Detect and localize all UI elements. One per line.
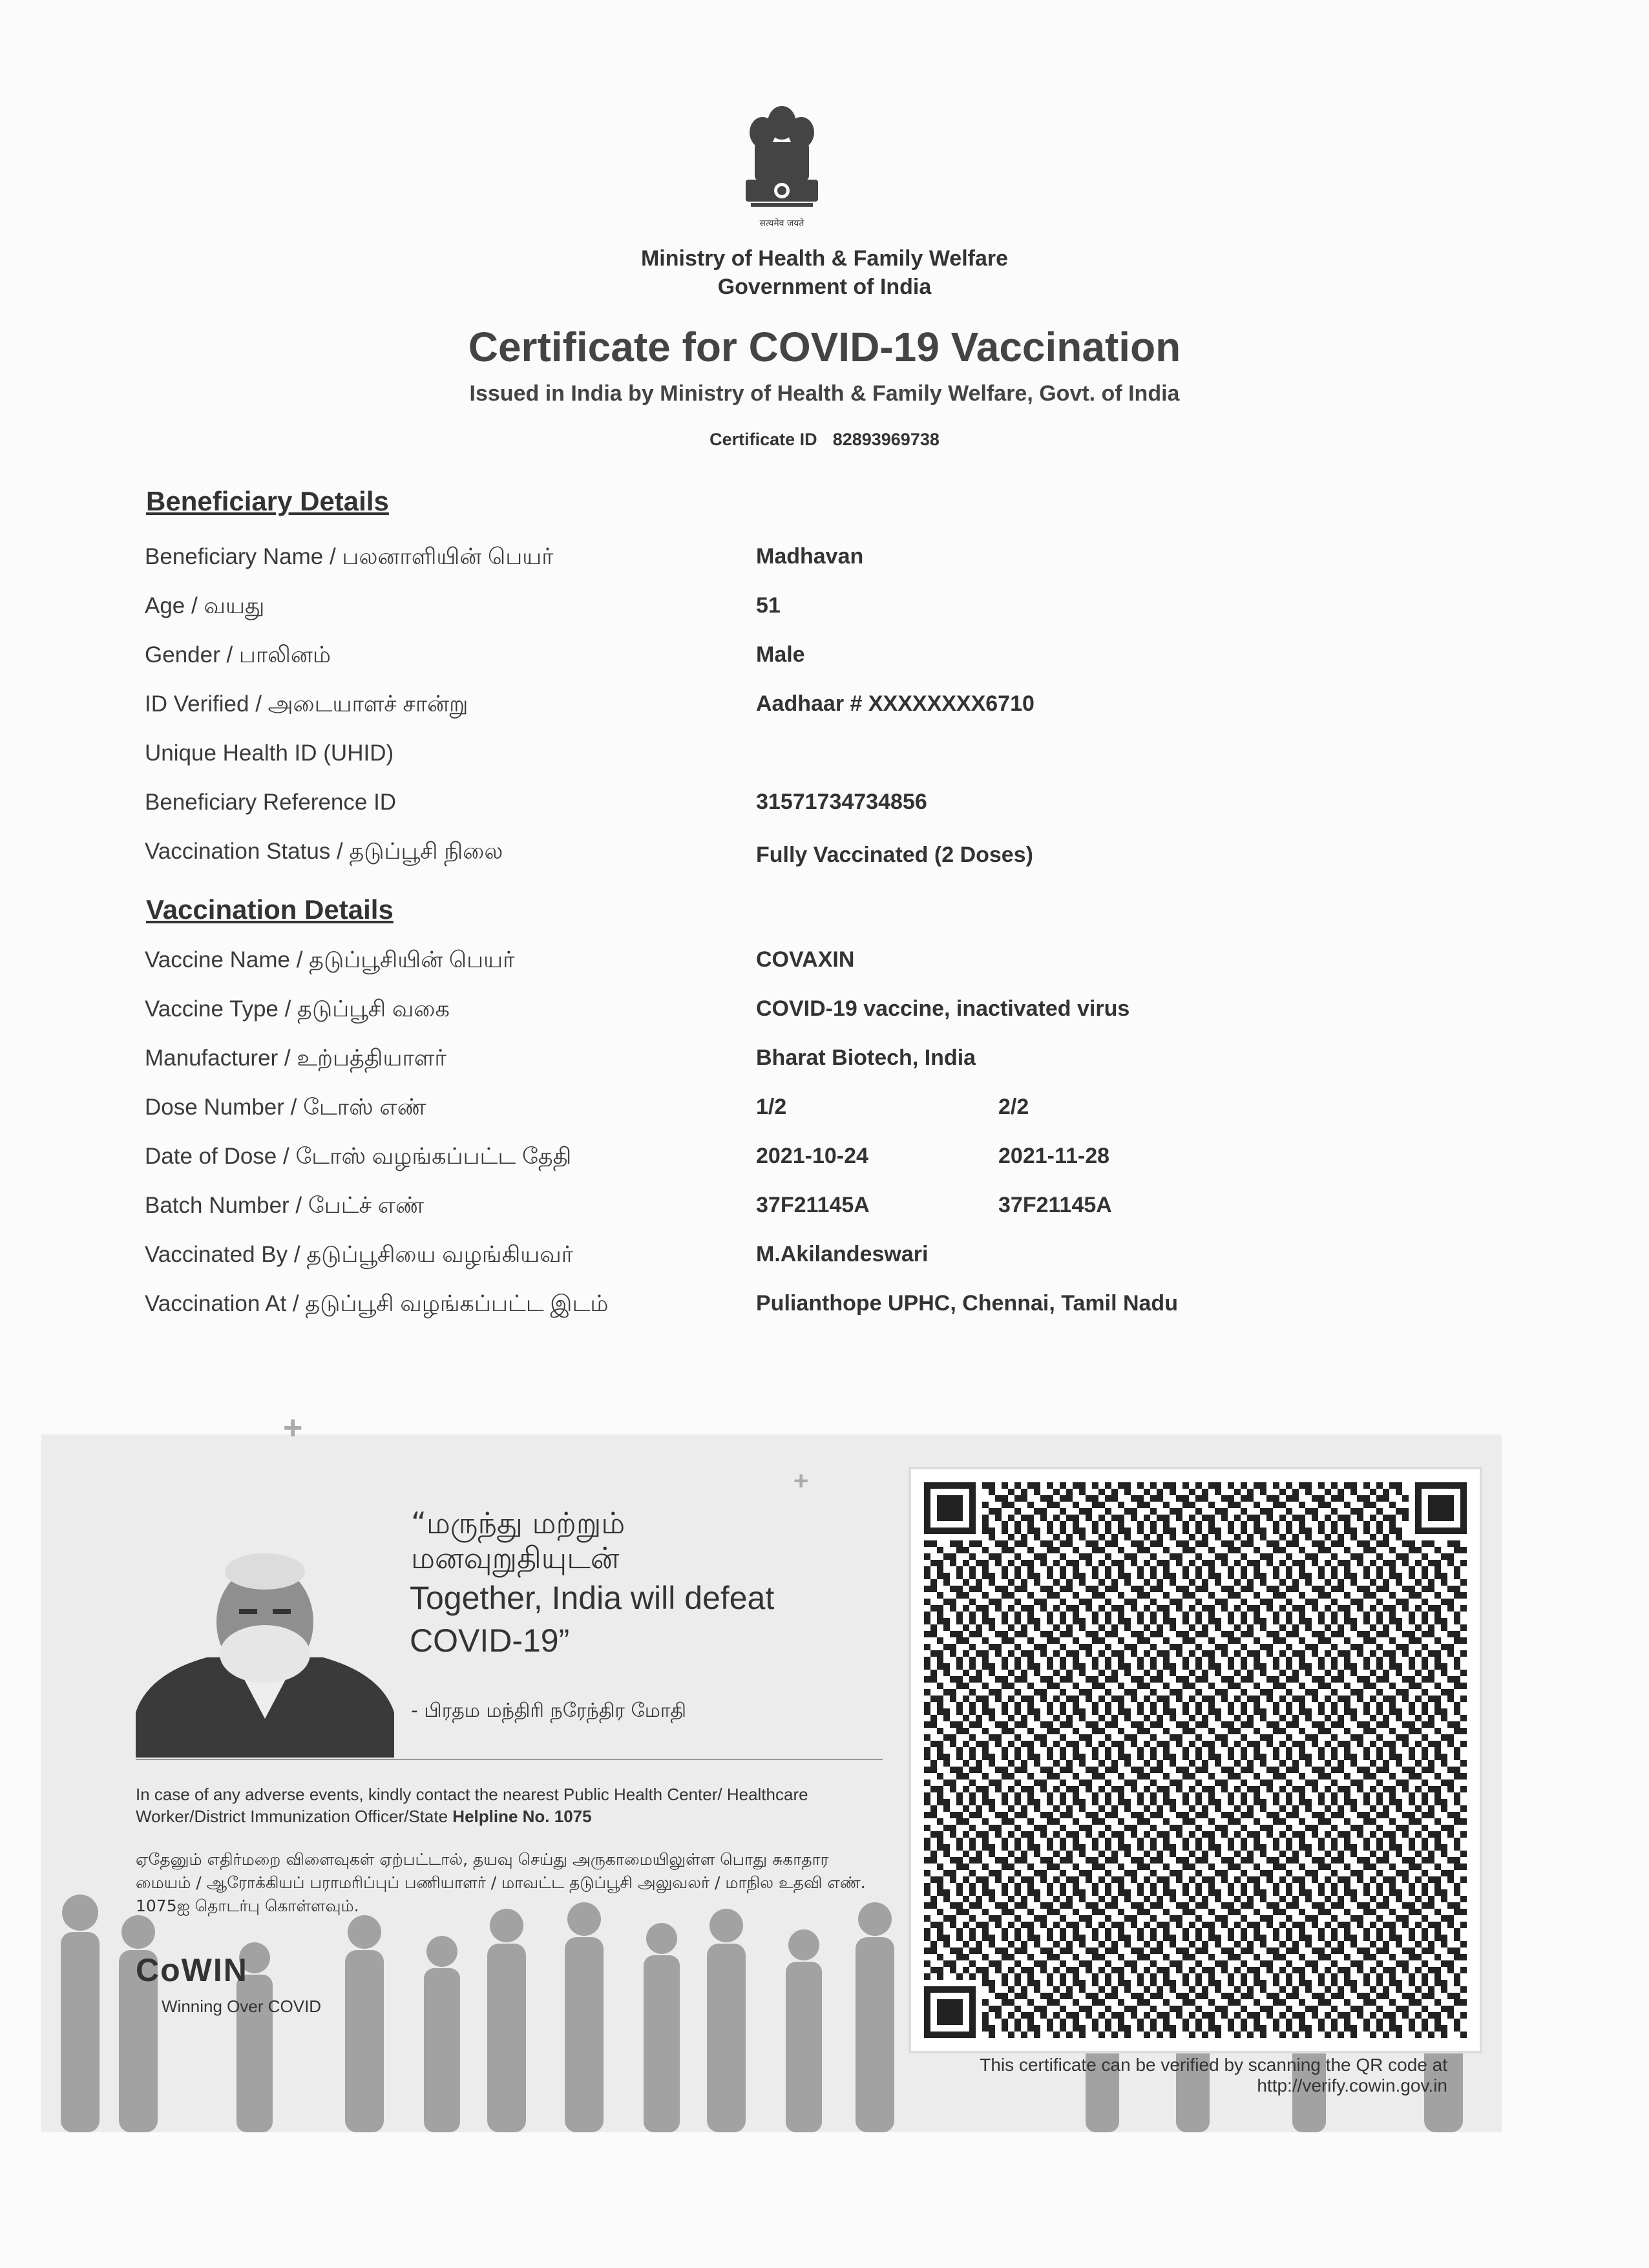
quote-english xyxy=(410,1577,774,1662)
vaccination-section-title: Vaccination Details xyxy=(146,894,394,925)
adverse-events-notice-tamil: ஏதேனும் எதிர்மறை விளைவுகள் ஏற்பட்டால், தயவு செய்து அருகாமையிலுள்ள பொது சுகாதார மையம் / ஆரோக்கியப் பராமரிப்புப் பணியாளர் / மாவட்ட தடுப்பூசி அலுவலர் / மாநில உதவி எண். 1075ஐ தொடர்பு கொள்ளவும். xyxy=(136,1850,866,1915)
dose-1-value: 2021-10-24 xyxy=(756,1144,868,1168)
beneficiary-section-title: Beneficiary Details xyxy=(146,486,389,516)
row-value: 51 xyxy=(756,593,781,618)
plus-decoration-icon: + xyxy=(793,1467,809,1495)
beneficiary-row xyxy=(0,642,1649,675)
vaccination-row xyxy=(0,996,1649,1029)
dose-2-value: 2021-11-28 xyxy=(998,1144,1110,1168)
row-label: ID Verified / அடையாளச் சான்று xyxy=(145,691,468,717)
row-value: Pulianthope UPHC, Chennai, Tamil Nadu xyxy=(756,1291,1178,1316)
row-label: Vaccination Status / தடுப்பூசி நிலை xyxy=(145,839,503,864)
government-name: Government of India xyxy=(717,275,932,299)
banner-divider xyxy=(136,1759,883,1760)
row-label: Beneficiary Name / பலனாளியின் பெயர் xyxy=(145,544,554,569)
certificate-id-label: Certificate ID xyxy=(709,430,817,449)
dose-1-value: 1/2 xyxy=(756,1095,787,1119)
plus-decoration-icon: + xyxy=(283,1409,303,1447)
vaccination-row xyxy=(0,1144,1649,1176)
row-label: Batch Number / பேட்ச் எண் xyxy=(145,1193,425,1218)
vaccination-row xyxy=(0,1193,1649,1225)
emblem-motto: सत्यमेव जयते xyxy=(759,218,804,229)
row-label: Vaccine Type / தடுப்பூசி வகை xyxy=(145,996,450,1022)
beneficiary-row xyxy=(0,544,1649,576)
certificate-id-value: 82893969738 xyxy=(832,430,940,449)
ministry-name: Ministry of Health & Family Welfare xyxy=(640,246,1009,271)
notice-text: In case of any adverse events, kindly contact the nearest Public Health Center/ Healthcare Worker/District Immunization Officer/State xyxy=(136,1785,808,1826)
verification-text: This certificate can be verified by scanning the QR code at xyxy=(980,2055,1447,2075)
row-label: Dose Number / டோஸ் எண் xyxy=(145,1095,426,1120)
row-label: Manufacturer / உற்பத்தியாளர் xyxy=(145,1045,446,1071)
row-value: Madhavan xyxy=(756,544,864,569)
quote-attribution: - பிரதம மந்திரி நரேந்திர மோதி xyxy=(411,1699,687,1722)
certificate-title: Certificate for COVID-19 Vaccination xyxy=(468,324,1181,370)
dose-2-value: 37F21145A xyxy=(998,1193,1112,1217)
vaccination-row xyxy=(0,1242,1649,1274)
row-label: Age / வயது xyxy=(145,593,265,618)
row-value: M.Akilandeswari xyxy=(756,1242,929,1266)
row-label: Beneficiary Reference ID xyxy=(145,790,397,815)
helpline-number: Helpline No. 1075 xyxy=(452,1807,592,1826)
dose-2-value: 2/2 xyxy=(998,1095,1029,1119)
beneficiary-row xyxy=(0,790,1649,822)
dose-1-value: 37F21145A xyxy=(756,1193,870,1217)
row-value: Male xyxy=(756,642,805,667)
row-label: Date of Dose / டோஸ் வழங்கப்பட்ட தேதி xyxy=(145,1144,572,1169)
beneficiary-row xyxy=(0,593,1649,625)
verification-url: http://verify.cowin.gov.in xyxy=(1257,2075,1447,2095)
cowin-tagline: Winning Over COVID xyxy=(162,1997,322,2016)
row-value: COVID-19 vaccine, inactivated virus xyxy=(756,996,1130,1021)
quote-tamil-line: “மருந்து மற்றும் xyxy=(411,1506,625,1540)
row-label: Vaccine Name / தடுப்பூசியின் பெயர் xyxy=(145,947,515,972)
qr-code-frame xyxy=(909,1467,1482,2053)
row-label: Gender / பாலினம் xyxy=(145,642,331,667)
national-emblem-icon xyxy=(737,97,827,233)
row-value: Aadhaar # XXXXXXXX6710 xyxy=(756,691,1035,716)
vaccination-row xyxy=(0,1045,1649,1078)
row-value: COVAXIN xyxy=(756,947,855,972)
certificate-id-line xyxy=(0,430,1649,450)
adverse-events-notice-english xyxy=(136,1783,885,1827)
quote-english-line: COVID-19” xyxy=(410,1622,570,1659)
row-label: Vaccinated By / தடுப்பூசியை வழங்கியவர் xyxy=(145,1242,574,1267)
quote-english-line: Together, India will defeat xyxy=(410,1580,775,1616)
row-value: Bharat Biotech, India xyxy=(756,1045,976,1070)
quote-tamil xyxy=(411,1506,625,1575)
row-label: Vaccination At / தடுப்பூசி வழங்கப்பட்ட இடம் xyxy=(145,1291,609,1316)
vaccination-row xyxy=(0,1291,1649,1323)
certificate-subtitle: Issued in India by Ministry of Health & Family Welfare, Govt. of India xyxy=(469,381,1180,406)
quote-tamil-line: மனவுறுதியுடன் xyxy=(411,1540,620,1575)
beneficiary-row xyxy=(0,740,1649,773)
beneficiary-row xyxy=(0,839,1649,871)
row-label: Unique Health ID (UHID) xyxy=(145,740,394,766)
vaccination-row xyxy=(0,1095,1649,1127)
verification-note xyxy=(943,2055,1447,2096)
vaccination-row xyxy=(0,947,1649,980)
row-value: 31571734734856 xyxy=(756,790,927,814)
beneficiary-row xyxy=(0,691,1649,724)
qr-code-icon xyxy=(924,1482,1467,2038)
prime-minister-portrait-icon xyxy=(136,1525,394,1758)
cowin-logo: CoWIN xyxy=(136,1952,248,1988)
ministry-heading xyxy=(0,244,1649,301)
row-value: Fully Vaccinated (2 Doses) xyxy=(756,843,1033,867)
